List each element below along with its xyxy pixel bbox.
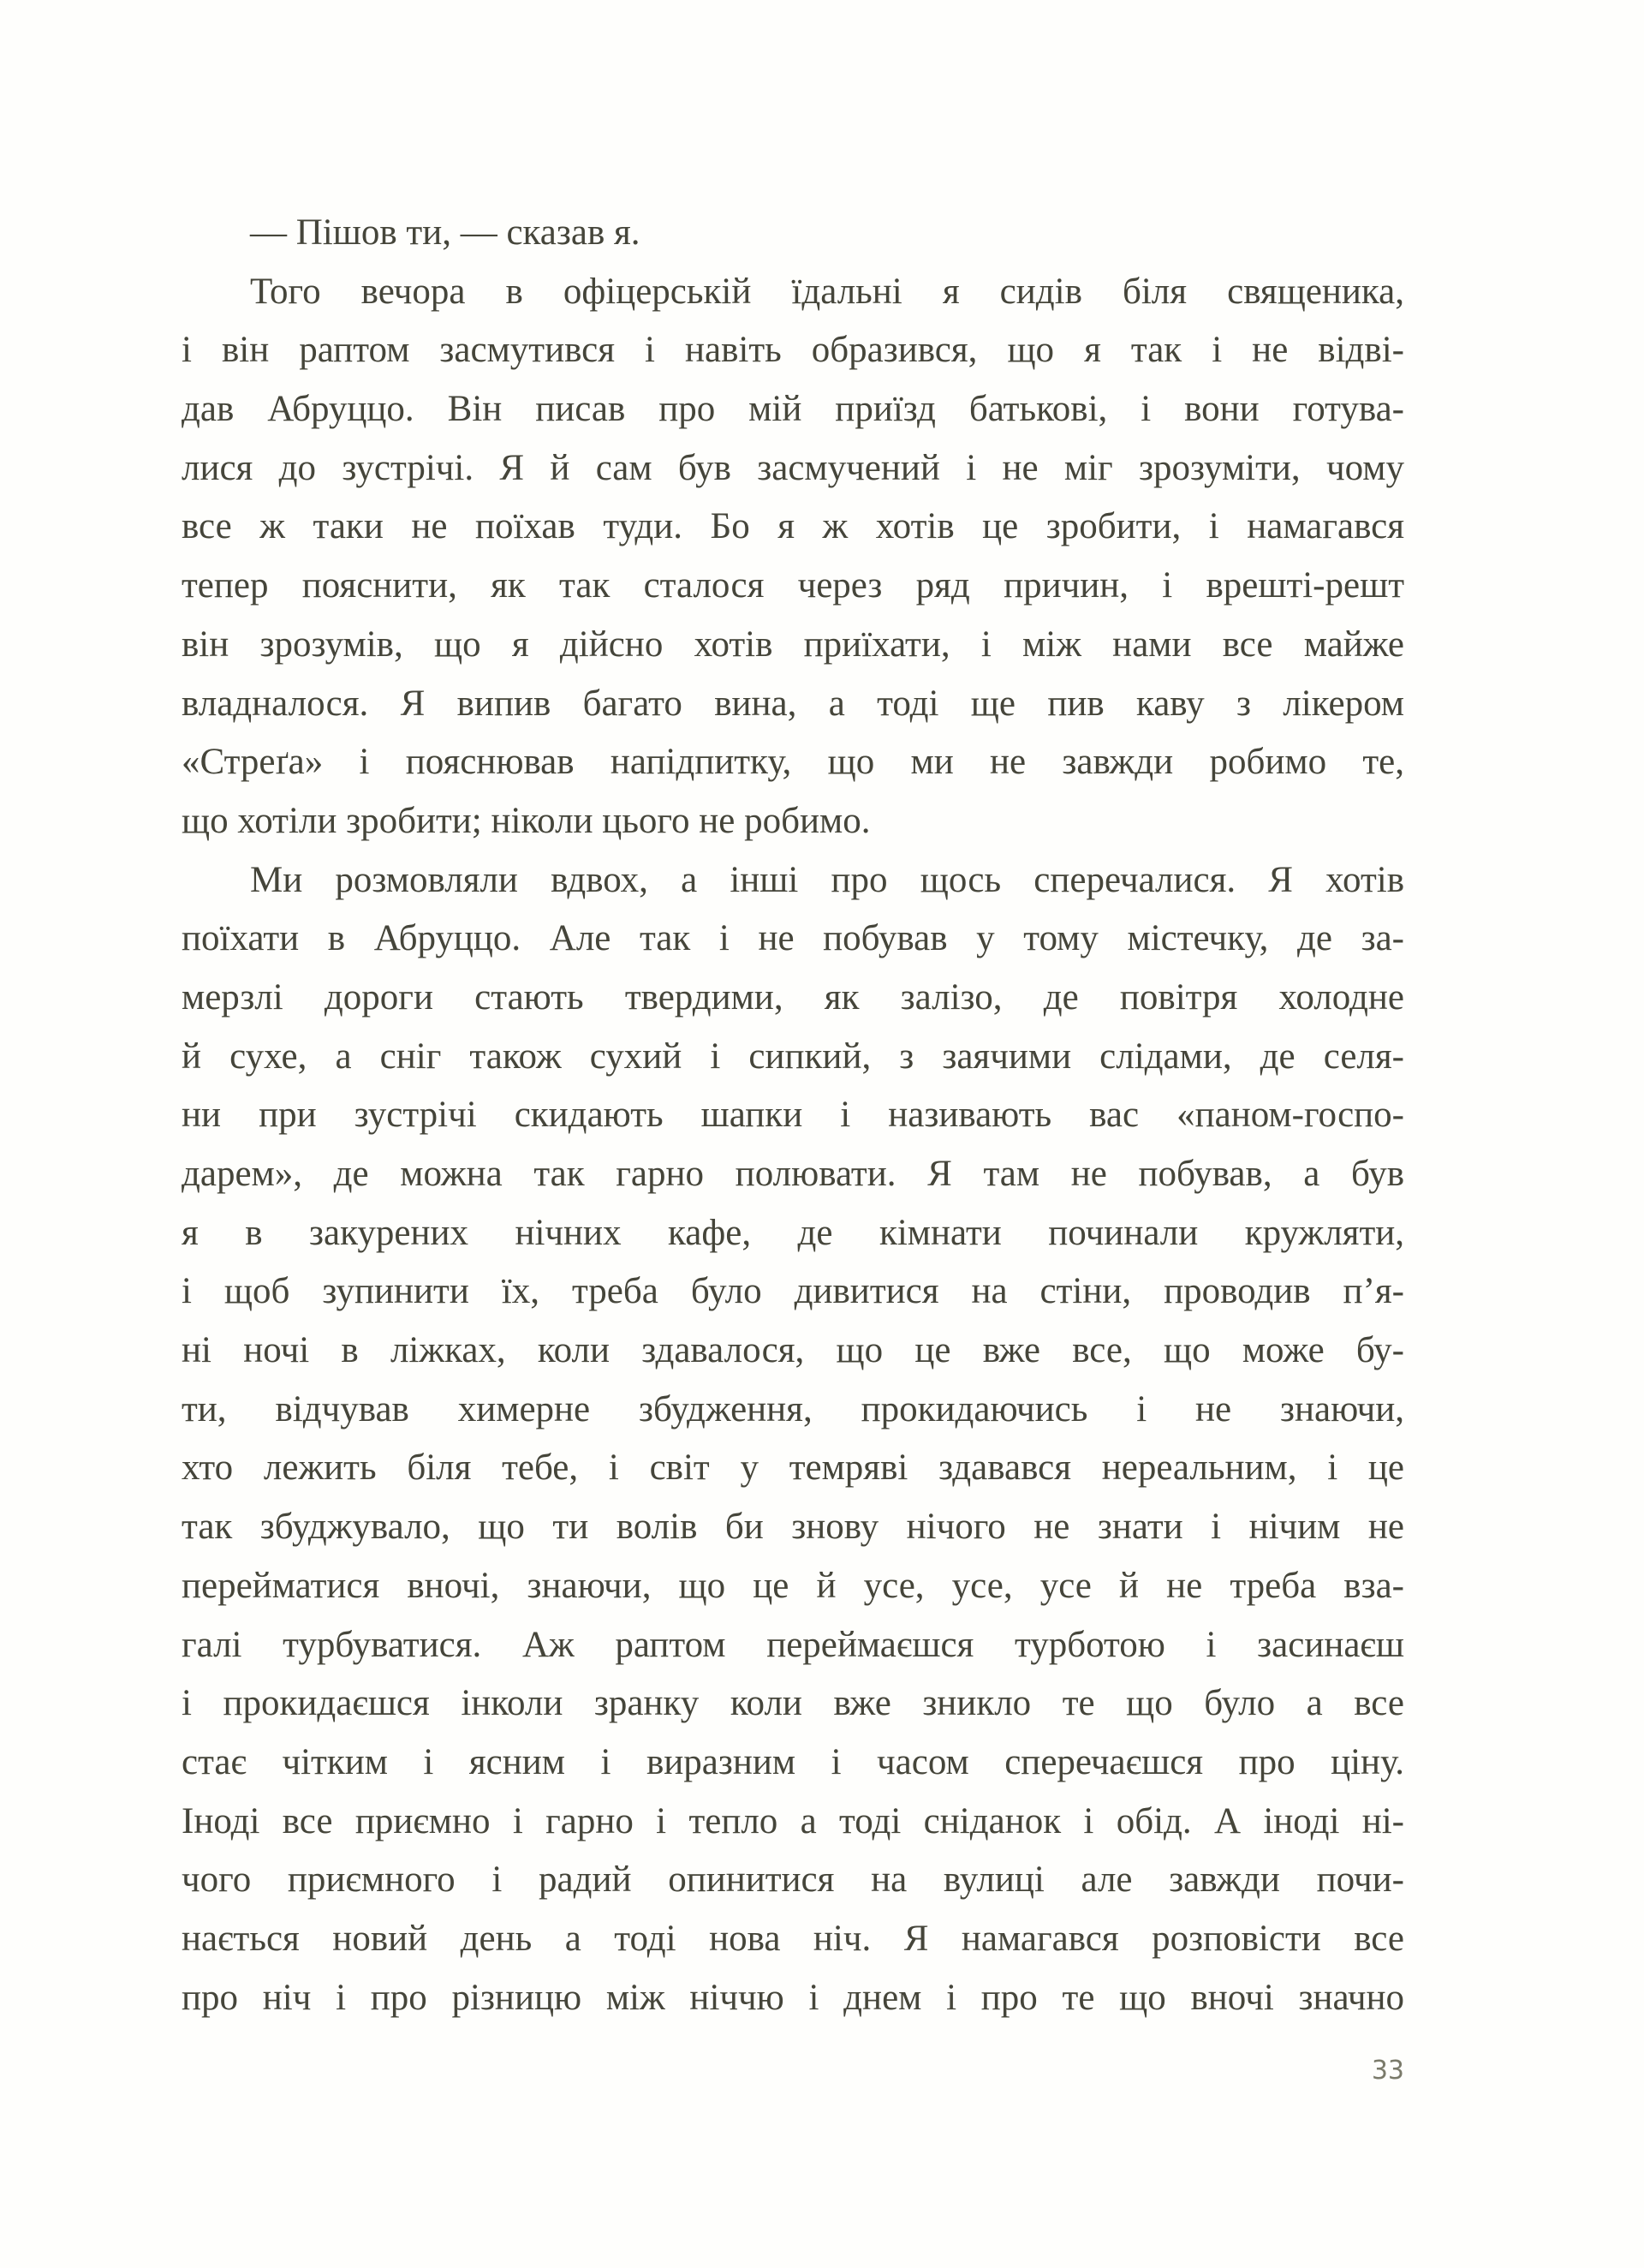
text-line: владналося. Я випив багато вина, а тоді ще пив каву з лікером [182, 683, 1404, 724]
text-line: «Стреґа» і пояснював напідпитку, що ми не завжди робимо те, [182, 742, 1404, 783]
text-line: стає чітким і ясним і виразним і часом сперечаєшся про ціну. [182, 1741, 1404, 1782]
body-text [182, 204, 1404, 2027]
text-line: Іноді все приємно і гарно і тепло а тоді сніданок і обід. А іноді ні- [182, 1800, 1404, 1841]
text-line: поїхати в Абруццо. Але так і не побував у тому містечку, де за- [182, 918, 1404, 959]
text-line: все ж таки не поїхав туди. Бо я ж хотів це зробити, і намагався [182, 506, 1404, 547]
text-line: мерзлі дороги стають твердими, як залізо, де повітря холодне [182, 976, 1404, 1018]
text-line: галі турбуватися. Аж раптом переймаєшся турботою і засинаєш [182, 1624, 1404, 1665]
text-line: ти, відчував химерне збудження, прокидаючись і не знаючи, [182, 1388, 1404, 1429]
text-line: тепер пояснити, як так сталося через ряд причин, і врешті-решт [182, 565, 1404, 606]
text-line: так збуджувало, що ти волів би знову нічого не знати і нічим не [182, 1507, 1404, 1548]
text-line: і щоб зупинити їх, треба було дивитися на стіни, проводив п’я- [182, 1271, 1404, 1312]
text-line: про ніч і про різницю між ніччю і днем і про те що вночі значно [182, 1977, 1404, 2018]
text-line: хто лежить біля тебе, і світ у темряві здавався нереальним, і це [182, 1447, 1404, 1489]
text-line: дарем», де можна так гарно полювати. Я там не побував, а був [182, 1154, 1404, 1194]
text-line: перейматися вночі, знаючи, що це й усе, усе, усе й не треба вза- [182, 1565, 1404, 1606]
text-line: що хотіли зробити; ніколи цього не робимо. [182, 800, 871, 841]
text-line: й сухе, а сніг також сухий і сипкий, з заячими слідами, де селя- [182, 1036, 1404, 1077]
text-line: дав Абруццо. Він писав про мій приїзд батькові, і вони готува- [182, 389, 1404, 430]
text-line: — Пішов ти, — сказав я. [250, 212, 640, 253]
text-line: він зрозумів, що я дійсно хотів приїхати, і між нами все майже [182, 624, 1404, 665]
text-line: Того вечора в офіцерській їдальні я сидів біля священика, [250, 271, 1404, 312]
text-line: чого приємного і радий опинитися на вулиці але завжди почи- [182, 1859, 1404, 1901]
text-line: лися до зустрічі. Я й сам був засмучений і не міг зрозуміти, чому [182, 447, 1404, 488]
text-line: нається новий день а тоді нова ніч. Я намагався розповісти все [182, 1918, 1404, 1959]
text-line: Ми розмовляли вдвох, а інші про щось сперечалися. Я хотів [250, 859, 1404, 900]
text-line: і він раптом засмутився і навіть образився, що я так і не відві- [182, 330, 1404, 371]
text-line: ни при зустрічі скидають шапки і називають вас «паном-госпо- [182, 1095, 1404, 1136]
text-line: я в закурених нічних кафе, де кімнати починали кружляти, [182, 1212, 1404, 1253]
text-line: ні ночі в ліжках, коли здавалося, що це вже все, що може бу- [182, 1330, 1404, 1371]
page-number: 33 [1371, 2056, 1404, 2086]
text-line: і прокидаєшся інколи зранку коли вже зникло те що було а все [182, 1683, 1404, 1724]
